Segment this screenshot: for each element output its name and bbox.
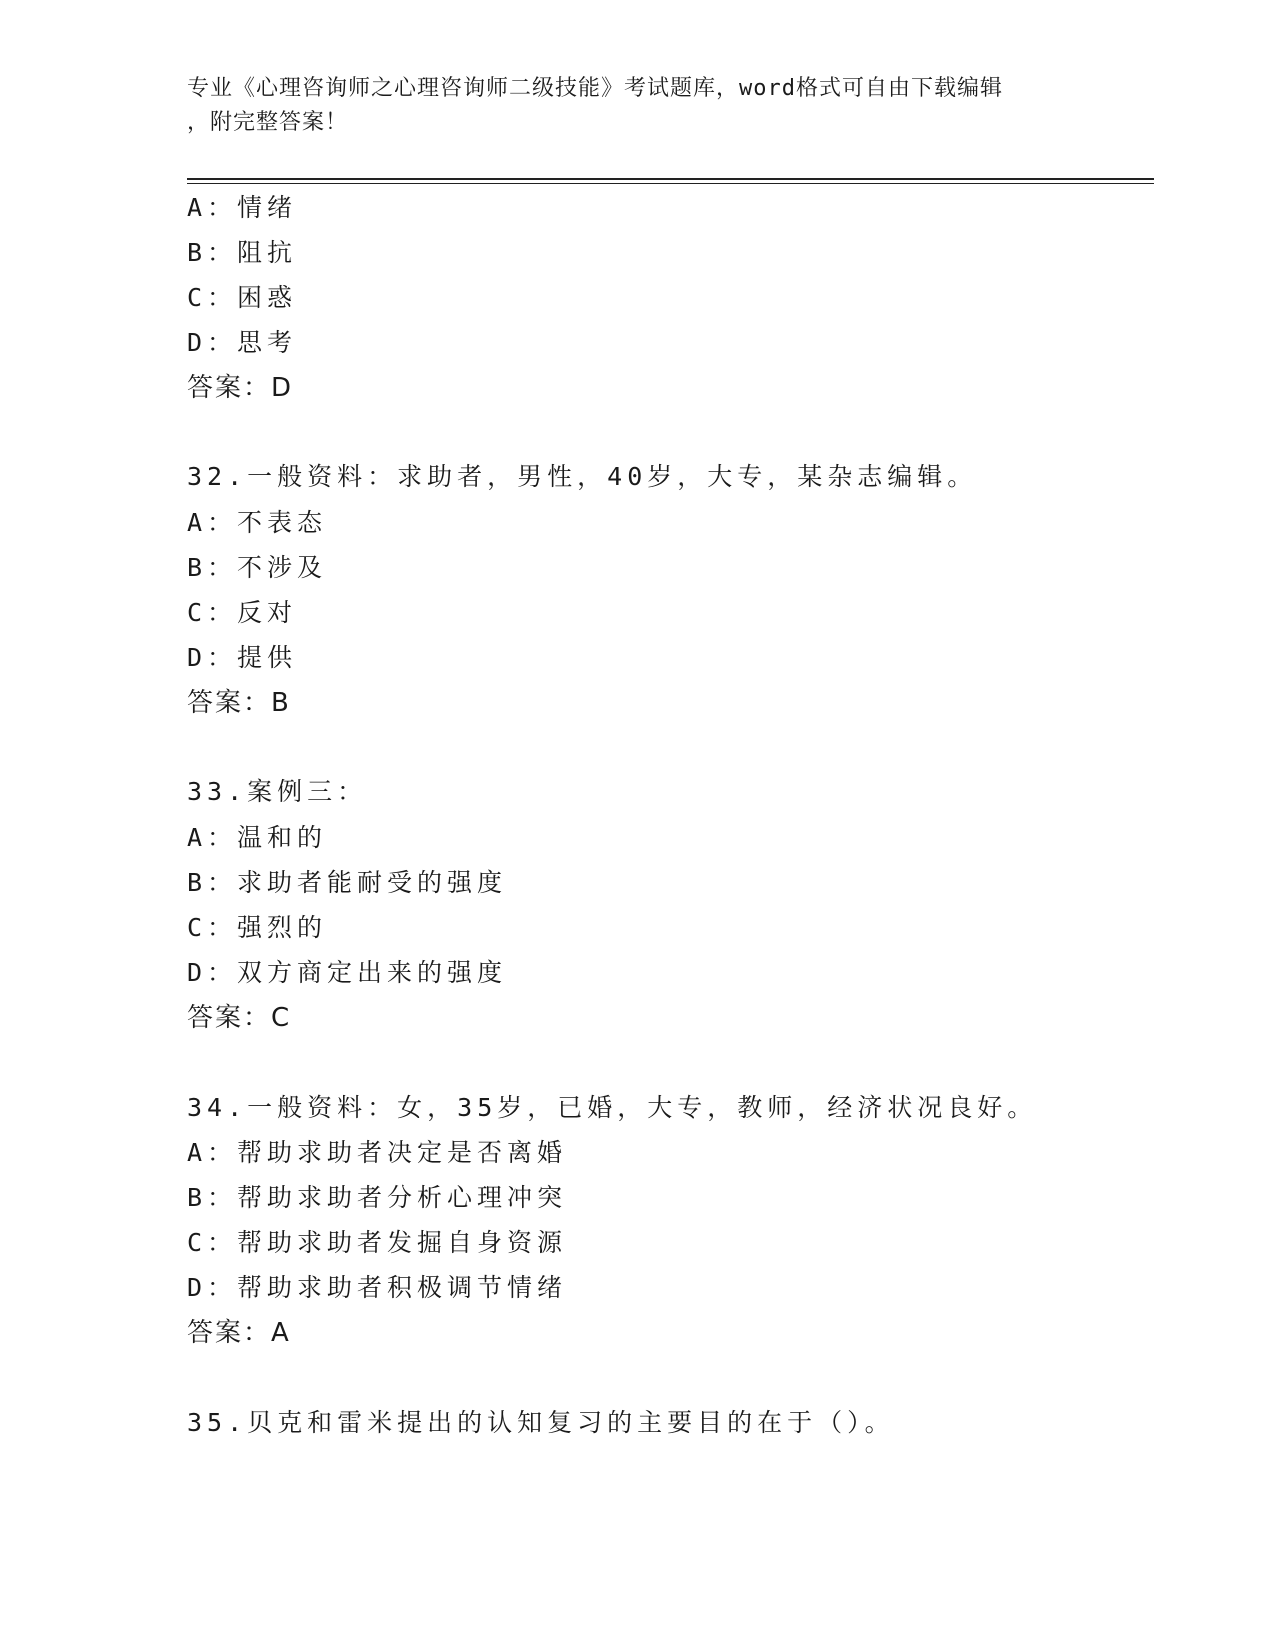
q32-option-d: D：提供 — [187, 643, 298, 672]
q35-stem: 35.贝克和雷米提出的认知复习的主要目的在于（）。 — [187, 1408, 895, 1437]
q32-answer: 答案：B — [187, 688, 291, 718]
q32-stem: 32.一般资料：求助者，男性，40岁，大专，某杂志编辑。 — [187, 462, 978, 491]
q31-answer: 答案：D — [187, 373, 294, 403]
header-divider-thin — [187, 183, 1154, 184]
q34-option-b: B：帮助求助者分析心理冲突 — [187, 1183, 568, 1212]
q33-option-b: B：求助者能耐受的强度 — [187, 868, 508, 897]
q34-stem: 34.一般资料：女，35岁，已婚，大专，教师，经济状况良好。 — [187, 1093, 1038, 1122]
q33-option-d: D：双方商定出来的强度 — [187, 958, 508, 987]
q31-option-b: B：阻抗 — [187, 238, 298, 267]
header-divider — [187, 178, 1154, 180]
q33-option-c: C：强烈的 — [187, 913, 328, 942]
q33-stem: 33.案例三： — [187, 777, 368, 806]
q33-option-a: A：温和的 — [187, 823, 328, 852]
q31-option-a: A：情绪 — [187, 193, 298, 222]
q32-option-a: A：不表态 — [187, 508, 328, 537]
q31-option-d: D：思考 — [187, 328, 298, 357]
q33-answer: 答案：C — [187, 1003, 292, 1033]
header-subtitle: ，附完整答案！ — [187, 110, 349, 135]
q32-option-b: B：不涉及 — [187, 553, 328, 582]
header-title: 专业《心理咨询师之心理咨询师二级技能》考试题库，word格式可自由下载编辑 — [187, 76, 1003, 101]
q32-option-c: C：反对 — [187, 598, 298, 627]
q34-option-a: A：帮助求助者决定是否离婚 — [187, 1138, 568, 1167]
q34-option-d: D：帮助求助者积极调节情绪 — [187, 1273, 568, 1302]
q34-option-c: C：帮助求助者发掘自身资源 — [187, 1228, 568, 1257]
q34-answer: 答案：A — [187, 1318, 291, 1348]
document-header — [187, 72, 1087, 140]
q31-option-c: C：困惑 — [187, 283, 298, 312]
